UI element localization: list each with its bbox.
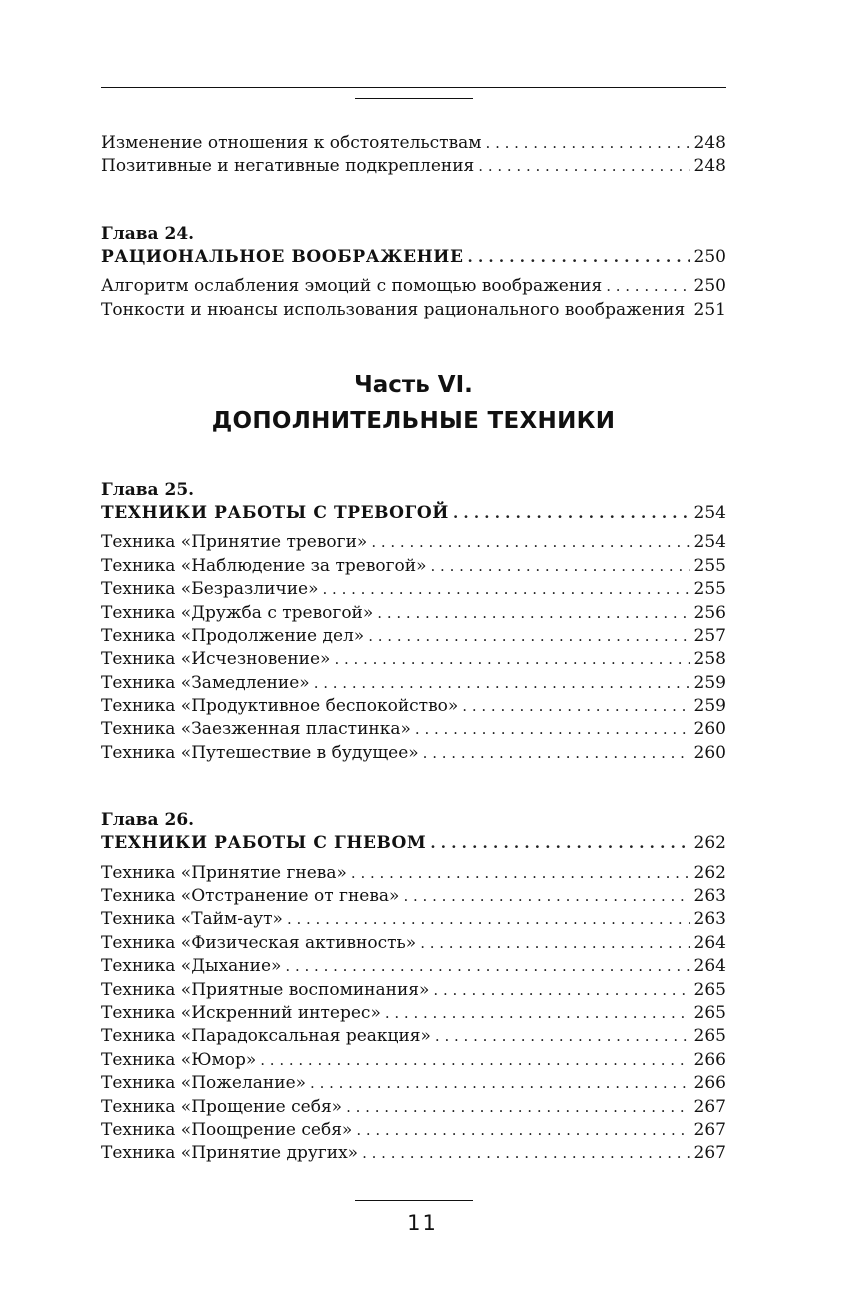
top-rule: [101, 87, 726, 88]
toc-entry[interactable]: [101, 695, 726, 718]
toc-entry-page: 254: [693, 532, 726, 553]
toc-entry[interactable]: [101, 1002, 726, 1025]
toc-entry-title: Техника «Физическая активность»: [101, 932, 417, 953]
toc-entry[interactable]: [101, 648, 726, 671]
chapter-title-page: 254: [693, 502, 726, 523]
toc-entry[interactable]: [101, 275, 726, 298]
toc-entry[interactable]: [101, 602, 726, 625]
toc-entry-title: Техника «Заезженная пластинка»: [101, 719, 411, 740]
toc-entry[interactable]: [101, 862, 726, 885]
toc-entry[interactable]: [101, 1025, 726, 1048]
chapter-25-title[interactable]: [101, 502, 726, 525]
toc-entry[interactable]: [101, 955, 726, 978]
toc-entry-page: 248: [693, 133, 726, 153]
dot-leader: [431, 555, 690, 578]
bottom-short-rule: [355, 1200, 473, 1201]
toc-entry-page: 267: [693, 1119, 726, 1140]
dot-leader: [468, 246, 690, 269]
toc-entry[interactable]: [101, 299, 726, 322]
toc-entry[interactable]: [101, 908, 726, 931]
toc-entry-title: Техника «Принятие гнева»: [101, 862, 347, 883]
chapter-25-entries: [101, 531, 726, 765]
dot-leader: [403, 885, 689, 908]
toc-entry-title: Техника «Продуктивное беспокойство»: [101, 696, 459, 717]
part-title: ДОПОЛНИТЕЛЬНЫЕ ТЕХНИКИ: [211, 407, 616, 434]
toc-entry-title: Техника «Дружба с тревогой»: [101, 602, 374, 623]
toc-entry[interactable]: [101, 742, 726, 765]
toc-entry-title: Техника «Поощрение себя»: [101, 1119, 353, 1140]
toc-entry-title: Техника «Безразличие»: [101, 579, 319, 600]
top-short-rule: [355, 98, 473, 99]
dot-leader: [368, 625, 689, 648]
toc-entry-page: 248: [693, 156, 726, 177]
toc-entry-page: 265: [693, 1002, 726, 1023]
toc-entry[interactable]: [101, 1096, 726, 1119]
toc-entry-title: Алгоритм ослабления эмоций с помощью воображения: [101, 276, 603, 297]
dot-leader: [285, 955, 689, 978]
toc-entry-title: Техника «Принятие других»: [101, 1143, 359, 1164]
toc-entry-title: Позитивные и негативные подкрепления: [101, 156, 475, 177]
toc-entry-page: 260: [693, 742, 726, 763]
toc-entry[interactable]: [101, 578, 726, 601]
toc-entry-title: Техника «Парадоксальная реакция»: [101, 1026, 431, 1047]
toc-entry[interactable]: [101, 155, 726, 178]
toc-entry-title: Техника «Принятие тревоги»: [101, 532, 368, 553]
dot-leader: [420, 932, 689, 955]
chapter-title-text: ТЕХНИКИ РАБОТЫ С ГНЕВОМ: [101, 833, 427, 854]
chapter-25-label: Глава 25.: [101, 479, 195, 500]
chapter-24-label: Глава 24.: [101, 223, 195, 244]
dot-leader: [371, 531, 689, 554]
toc-entry-title: Техника «Продолжение дел»: [101, 625, 365, 646]
toc-entry-page: 250: [693, 276, 726, 297]
table-of-contents: [101, 132, 726, 1166]
toc-entry-title: Техника «Дыхание»: [101, 956, 282, 977]
dot-leader: [260, 1049, 689, 1072]
toc-entry-page: 263: [693, 886, 726, 907]
toc-entry-title: Техника «Искренний интерес»: [101, 1002, 381, 1023]
dot-leader: [430, 832, 689, 855]
toc-entry[interactable]: [101, 555, 726, 578]
toc-entry[interactable]: [101, 1049, 726, 1072]
toc-entry-title: Техника «Наблюдение за тревогой»: [101, 555, 427, 576]
toc-entry[interactable]: [101, 885, 726, 908]
dot-leader: [462, 695, 689, 718]
chapter-title-text: РАЦИОНАЛЬНОЕ ВООБРАЖЕНИЕ: [101, 246, 464, 267]
dot-leader: [362, 1142, 689, 1165]
toc-entry-page: 265: [693, 979, 726, 1000]
toc-entry-page: 255: [693, 555, 726, 576]
dot-leader: [415, 718, 690, 741]
toc-entry-title: Техника «Приятные воспоминания»: [101, 979, 430, 1000]
toc-entry-page: 251: [693, 299, 726, 320]
toc-entry-page: 265: [693, 1026, 726, 1047]
toc-entry[interactable]: [101, 672, 726, 695]
dot-leader: [356, 1119, 689, 1142]
toc-entry-title: Тонкости и нюансы использования рационального воображения: [101, 299, 686, 320]
dot-leader: [435, 1025, 690, 1048]
dot-leader: [314, 672, 690, 695]
page-number: 11: [407, 1211, 438, 1235]
toc-entry-page: 267: [693, 1096, 726, 1117]
part-label: Часть VI.: [354, 371, 473, 398]
dot-leader: [310, 1072, 690, 1095]
chapter-title-text: ТЕХНИКИ РАБОТЫ С ТРЕВОГОЙ: [101, 502, 449, 523]
toc-entry-page: 266: [693, 1049, 726, 1070]
toc-entry-title: Техника «Путешествие в будущее»: [101, 742, 419, 763]
chapter-26-label: Глава 26.: [101, 810, 195, 831]
dot-leader: [334, 648, 689, 671]
toc-entry-page: 266: [693, 1073, 726, 1094]
toc-entry[interactable]: [101, 1119, 726, 1142]
toc-entry-page: 267: [693, 1143, 726, 1164]
toc-entry-title: Техника «Отстранение от гнева»: [101, 886, 400, 907]
toc-entry-title: Изменение отношения к обстоятельствам: [101, 133, 482, 153]
toc-entry-page: 259: [693, 672, 726, 693]
toc-entry[interactable]: [101, 132, 726, 155]
dot-leader: [478, 155, 689, 178]
toc-entry-title: Техника «Замедление»: [101, 672, 310, 693]
toc-entry[interactable]: [101, 932, 726, 955]
dot-leader: [351, 862, 690, 885]
toc-entry[interactable]: [101, 625, 726, 648]
chapter-title-page: 262: [693, 833, 726, 854]
toc-entry-page: 264: [693, 956, 726, 977]
toc-entry[interactable]: [101, 718, 726, 741]
dot-leader: [323, 578, 690, 601]
chapter-26-title[interactable]: [101, 832, 726, 855]
toc-entry-title: Техника «Пожелание»: [101, 1073, 307, 1094]
toc-entry[interactable]: [101, 1142, 726, 1165]
dot-leader: [486, 132, 690, 155]
toc-entry[interactable]: [101, 1072, 726, 1095]
toc-entry-page: 258: [693, 649, 726, 670]
part-heading: [101, 367, 726, 439]
chapter-26-entries: [101, 862, 726, 1166]
toc-entry-page: 259: [693, 696, 726, 717]
toc-entry-page: 260: [693, 719, 726, 740]
toc-entry-page: 255: [693, 579, 726, 600]
dot-leader: [606, 275, 689, 298]
dot-leader: [346, 1096, 689, 1119]
toc-entry-title: Техника «Юмор»: [101, 1049, 257, 1070]
toc-entry-title: Техника «Тайм-аут»: [101, 909, 283, 930]
toc-entry-page: 262: [693, 862, 726, 883]
toc-entry-page: 257: [693, 625, 726, 646]
toc-entry[interactable]: [101, 979, 726, 1002]
toc-entry[interactable]: [101, 531, 726, 554]
dot-leader: [385, 1002, 690, 1025]
toc-entry-page: 263: [693, 909, 726, 930]
dot-leader: [453, 502, 690, 525]
dot-leader: [423, 742, 690, 765]
toc-entry-title: Техника «Прощение себя»: [101, 1096, 343, 1117]
chapter-24-title[interactable]: [101, 246, 726, 269]
dot-leader: [377, 602, 689, 625]
dot-leader: [433, 979, 689, 1002]
toc-entry-page: 256: [693, 602, 726, 623]
chapter-title-page: 250: [693, 246, 726, 267]
toc-entry-title: Техника «Исчезновение»: [101, 649, 331, 670]
toc-entry-page: 264: [693, 932, 726, 953]
dot-leader: [287, 908, 690, 931]
